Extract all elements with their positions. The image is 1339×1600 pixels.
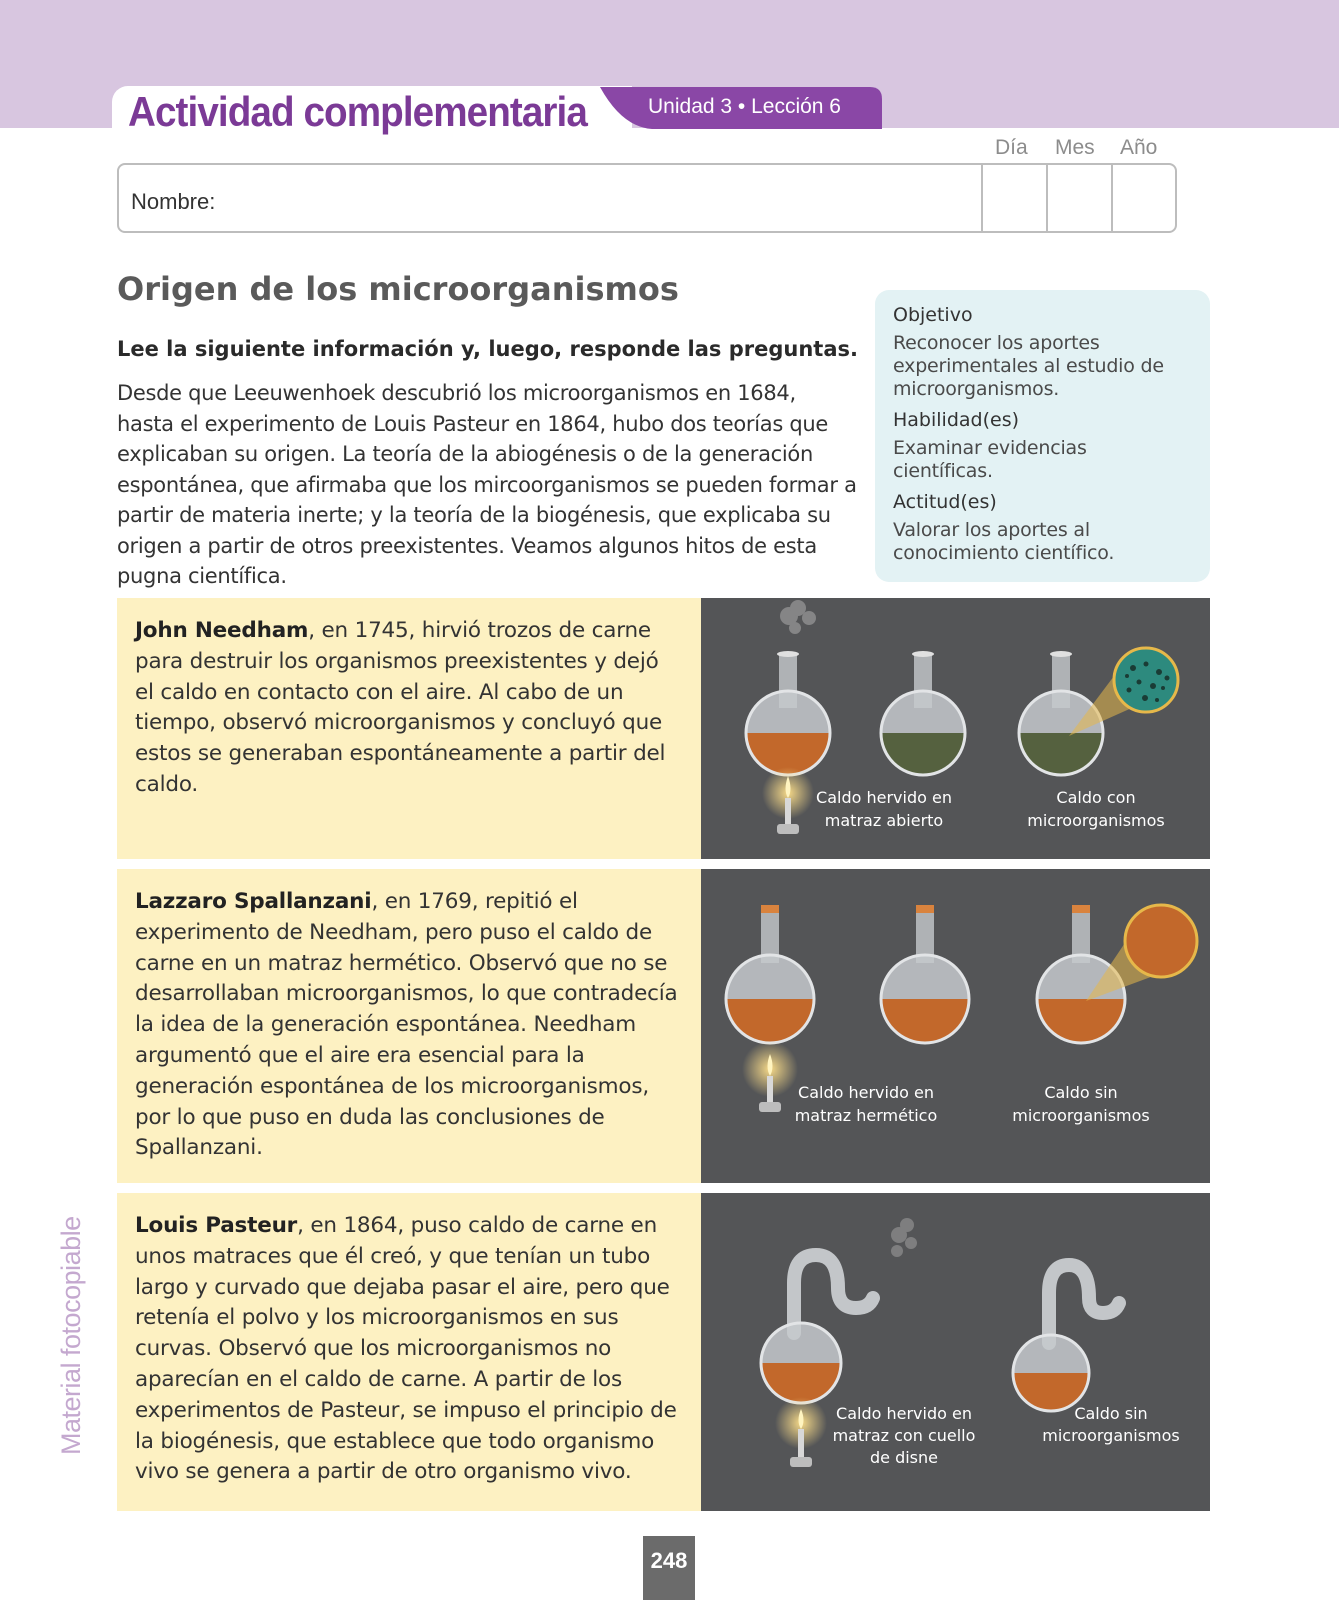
caption-right: Caldo con microorganismos — [1027, 788, 1165, 830]
attitudes-heading: Actitud(es) — [893, 491, 997, 513]
skills-heading: Habilidad(es) — [893, 409, 1020, 431]
skills-text: Examinar evidencias científicas. — [893, 437, 1087, 482]
burner-icon — [762, 767, 814, 834]
intro-paragraph: Desde que Leeuwenhoek descubrió los microorganismos en 1684, hasta el experimento de Louis Pasteur en 1864, hubo dos teorías que explicaban su origen. La teoría de la abiogénesis o de la generación espontánea, que afirmaba que los mircoorganismos se pueden formar a partir de materia inerte; y la teoría de la biogénesis, que explicaba su origen a partir de otros preexistentes. Veamos algunos hitos de esta pugna científica. — [117, 381, 857, 588]
objective-heading: Objetivo — [893, 304, 973, 326]
experiment-description: , en 1745, hirvió trozos de carne para destruir los organismos preexistentes y dejó el caldo en contacto con el aire. Al cabo de un tiempo, observó microorganismos y concluyó que estos se generaban espontáneamente a partir del caldo. — [135, 618, 666, 797]
sealed-flask-icon — [726, 905, 814, 1043]
experiment-description: , en 1864, puso caldo de carne en unos matraces que él creó, y que tenían un tubo largo y curvado que dejaba pasar el aire, pero que retenía el polvo y los microorganismos en sus curvas. Observó que los microorganismos no aparecían en el caldo de carne. A partir de los experimentos de Pasteur, se impuso el principio de la biogénesis, que establece que todo organismo vivo se genera a partir de otro organismo vivo. — [135, 1213, 677, 1485]
section-title: Origen de los microorganismos — [117, 270, 679, 308]
scientist-name: Lazzaro Spallanzani — [135, 889, 372, 914]
instruction: Lee la siguiente información y, luego, responde las preguntas. — [117, 337, 858, 361]
caption-right: Caldo sin microorganismos — [1042, 1404, 1180, 1445]
open-flask-icon — [746, 651, 830, 775]
scientist-name: Louis Pasteur — [135, 1213, 298, 1238]
needham-illustration — [701, 598, 1210, 859]
year-label: Año — [1120, 136, 1158, 159]
page-number: 248 — [643, 1536, 695, 1600]
day-label: Día — [995, 136, 1028, 159]
swan-neck-flask-icon — [1013, 1265, 1119, 1411]
steam-icon — [891, 1218, 917, 1257]
caption-left: Caldo hervido en matraz abierto — [816, 788, 952, 830]
sealed-flask-magnified-icon — [1037, 905, 1197, 1043]
page-title: Actividad complementaria — [128, 88, 587, 135]
spallanzani-illustration — [701, 869, 1210, 1183]
green-broth-flask-icon — [881, 651, 965, 775]
experiment-needham — [117, 598, 1210, 859]
objective-box — [875, 290, 1210, 582]
month-label: Mes — [1055, 136, 1095, 159]
day-field[interactable] — [981, 165, 1046, 231]
experiment-description: , en 1769, repitió el experimento de Needham, pero puso el caldo de carne en un matraz hermético. Observó que no se desarrollaban microorganismos, lo que contradecía la idea de la generación espontánea. Needham argumentó que el aire era esencial para la generación espontánea de los microorganismos, por lo que puso en duda las conclusiones de Spallanzani. — [135, 889, 678, 1161]
caption-right: Caldo sin microorganismos — [1012, 1083, 1150, 1125]
scientist-name: John Needham — [135, 618, 309, 643]
year-field[interactable] — [1111, 165, 1175, 231]
sealed-flask-icon — [881, 905, 969, 1043]
burner-icon — [742, 1041, 798, 1112]
objective-text: Reconocer los aportes experimentales al estudio de microorganismos. — [893, 332, 1164, 400]
name-field[interactable] — [117, 163, 1177, 233]
steam-icon — [780, 600, 816, 634]
needham-text — [117, 598, 701, 859]
name-label: Nombre: — [131, 189, 216, 214]
microorganism-flask-icon — [1019, 648, 1178, 775]
side-label: Material fotocopiable — [56, 1216, 86, 1455]
experiment-pasteur — [117, 1193, 1210, 1511]
pasteur-illustration — [701, 1193, 1210, 1511]
month-field[interactable] — [1046, 165, 1111, 231]
experiment-spallanzani — [117, 869, 1210, 1183]
pasteur-text — [117, 1193, 701, 1511]
caption-left: Caldo hervido en matraz con cuello de disne — [832, 1404, 976, 1467]
attitudes-text: Valorar los aportes al conocimiento científico. — [893, 519, 1115, 564]
caption-left: Caldo hervido en matraz hermético — [794, 1083, 938, 1125]
burner-icon — [775, 1397, 827, 1467]
unit-label: Unidad 3 • Lección 6 — [648, 95, 841, 118]
swan-neck-flask-icon — [761, 1255, 873, 1403]
spallanzani-text — [117, 869, 701, 1183]
